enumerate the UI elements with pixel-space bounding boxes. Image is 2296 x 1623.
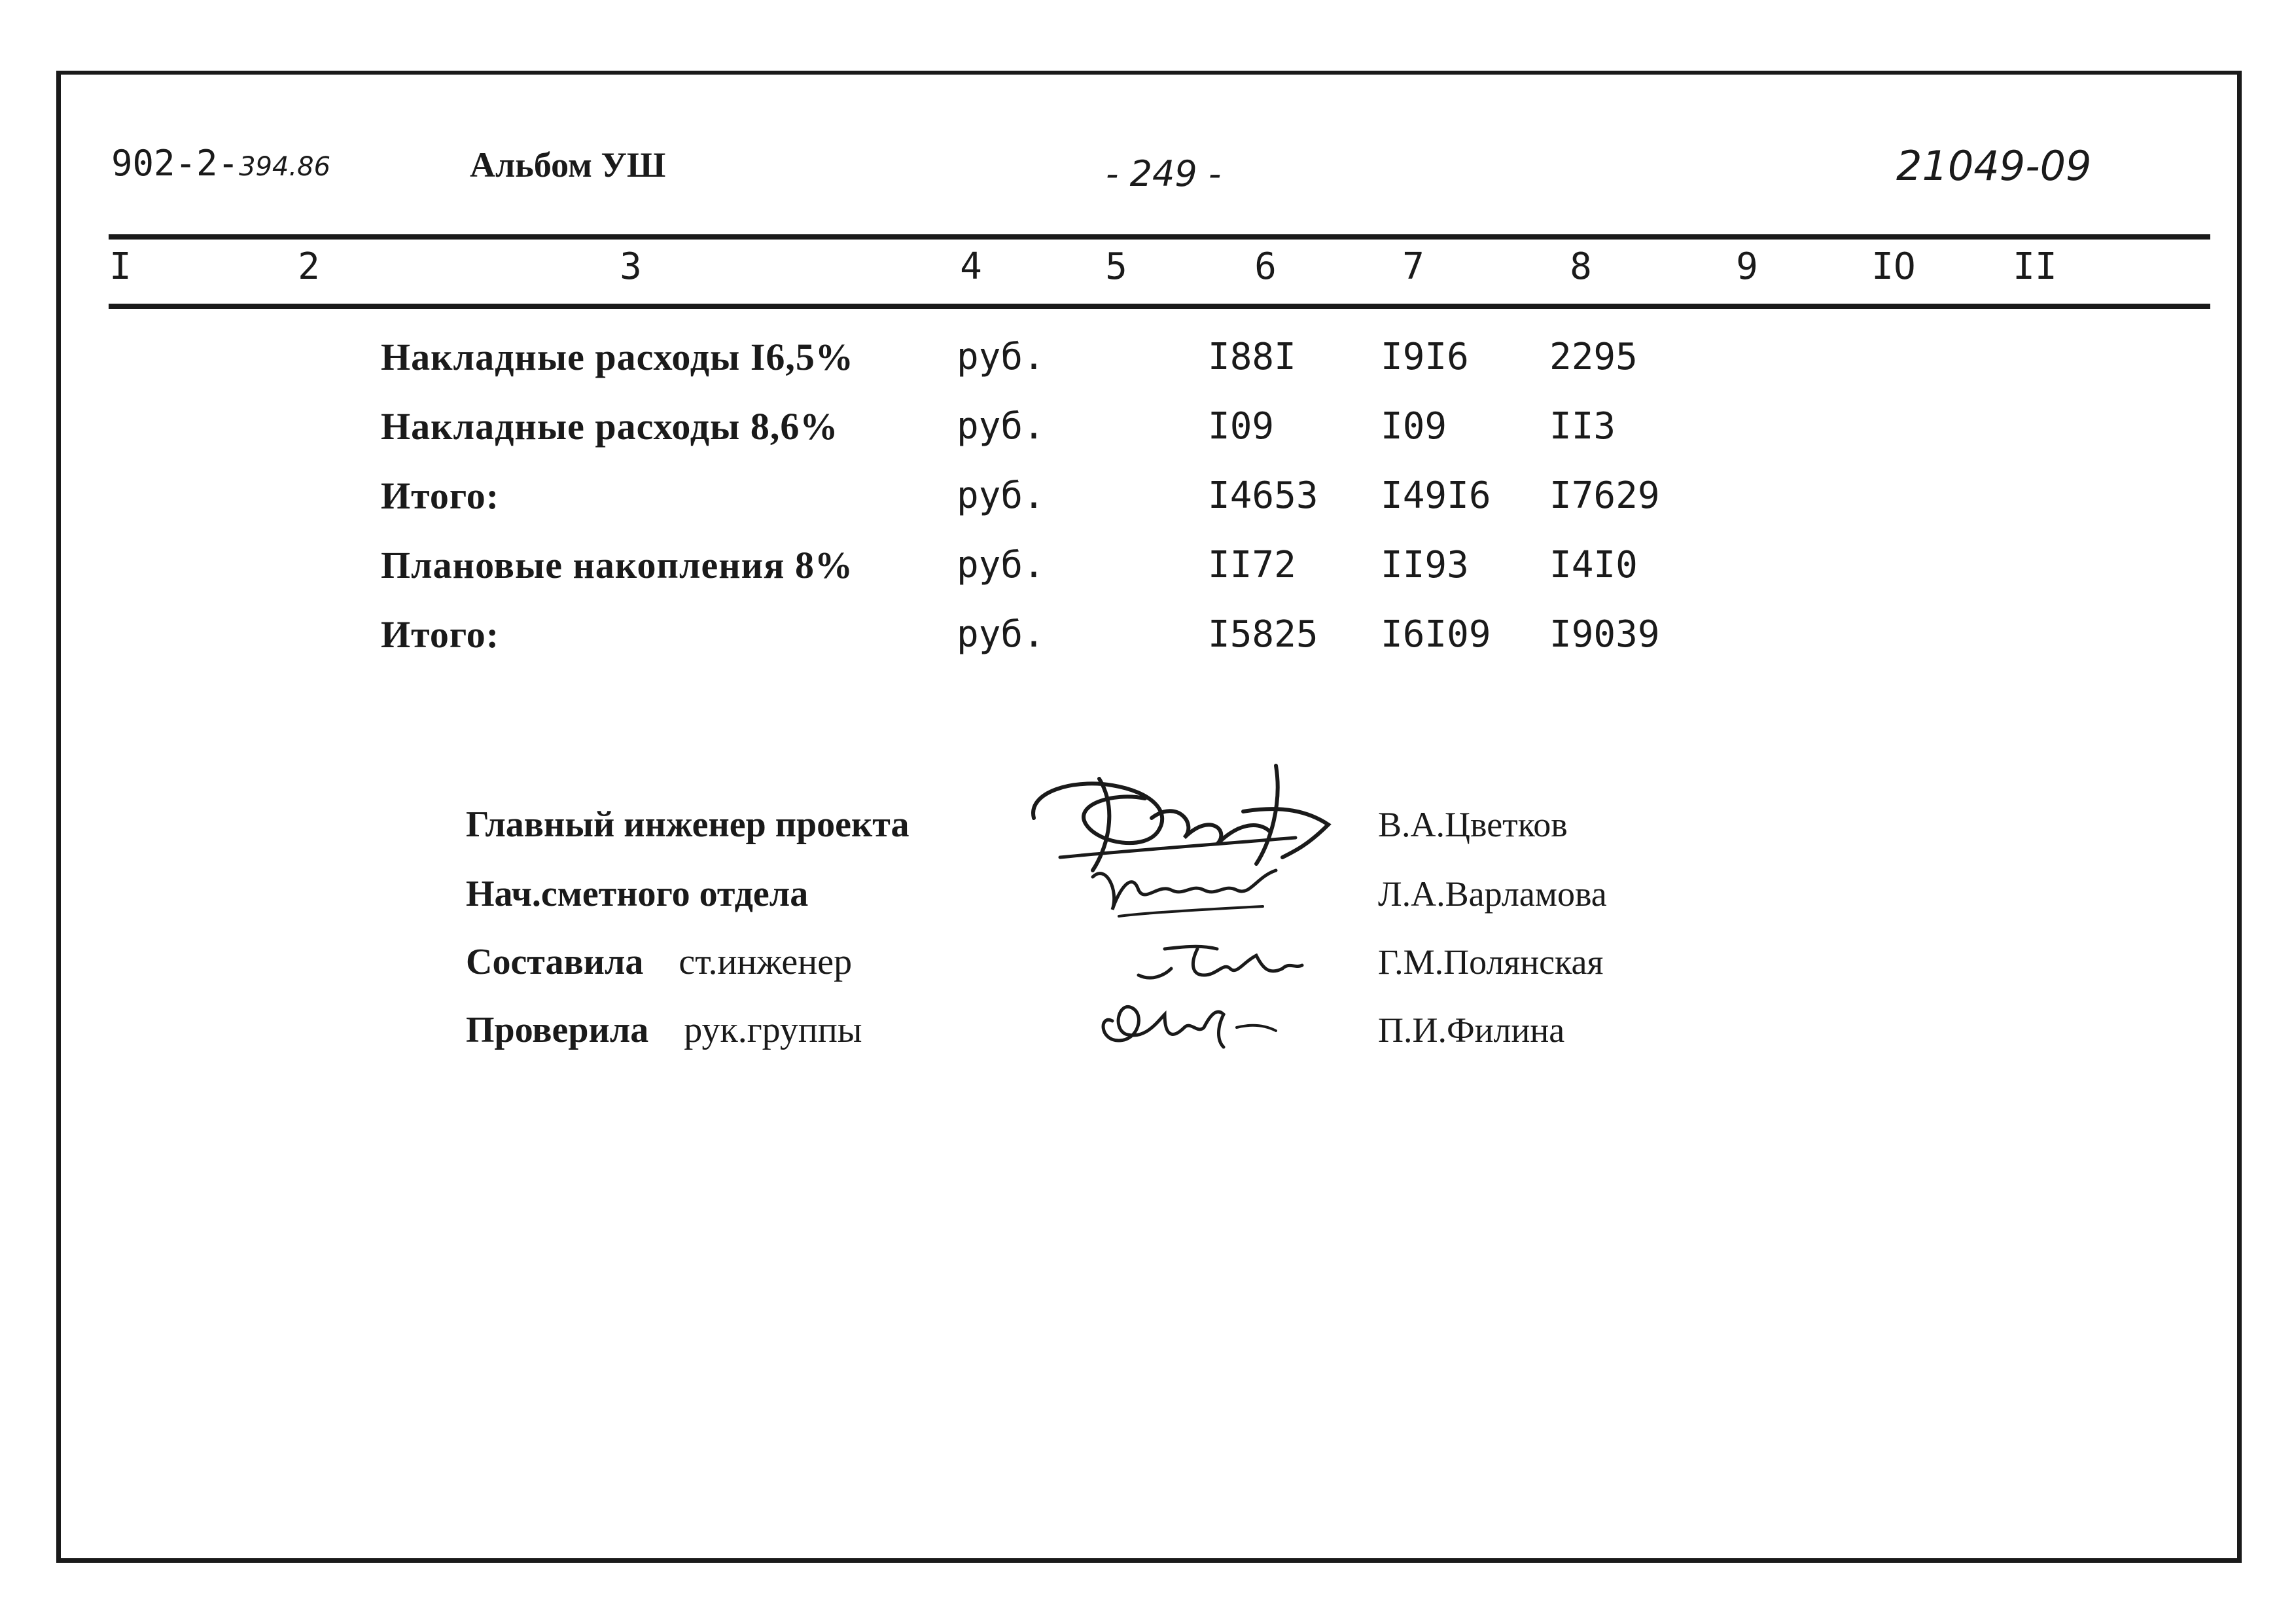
handwritten-signature-4 bbox=[1086, 988, 1296, 1060]
row-unit: руб. bbox=[957, 613, 1045, 656]
table-row bbox=[0, 476, 2296, 516]
row-name: Итого: bbox=[381, 474, 500, 517]
header-rule-bottom bbox=[109, 304, 2210, 309]
header-rule-top bbox=[109, 234, 2210, 240]
col-number-8: 8 bbox=[1570, 245, 1592, 288]
row-unit: руб. bbox=[957, 336, 1045, 378]
table-row bbox=[0, 546, 2296, 585]
row-name: Итого: bbox=[381, 613, 500, 656]
signature-title bbox=[466, 874, 808, 914]
row-unit: руб. bbox=[957, 544, 1045, 586]
col-number-7: 7 bbox=[1402, 245, 1424, 288]
signature-person: Г.М.Полянская bbox=[1378, 942, 1604, 982]
handwritten-signature-2 bbox=[1080, 851, 1302, 929]
row-value-col6: I88I bbox=[1208, 336, 1296, 378]
signature-title bbox=[466, 942, 852, 982]
signature-title-bold: Нач.сметного отдела bbox=[466, 874, 809, 914]
table-row bbox=[0, 615, 2296, 654]
col-number-11: II bbox=[2013, 245, 2057, 288]
doc-code bbox=[111, 144, 330, 187]
row-value-col6: I09 bbox=[1208, 405, 1275, 448]
signature-person: В.А.Цветков bbox=[1378, 805, 1568, 844]
col-number-5: 5 bbox=[1105, 245, 1127, 288]
signature-title-rest: ст.инженер bbox=[679, 942, 853, 982]
col-number-6: 6 bbox=[1254, 245, 1277, 288]
signature-person: П.И.Филина bbox=[1378, 1010, 1565, 1050]
table-row bbox=[0, 338, 2296, 377]
col-number-1: I bbox=[109, 245, 132, 288]
row-value-col6: I4653 bbox=[1208, 474, 1318, 517]
col-number-2: 2 bbox=[298, 245, 320, 288]
signature-person: Л.А.Варламова bbox=[1378, 874, 1607, 914]
signature-title bbox=[466, 805, 909, 844]
row-value-col7: I9I6 bbox=[1381, 336, 1469, 378]
row-value-col8: II3 bbox=[1549, 405, 1616, 448]
signature-title-bold: Проверила bbox=[466, 1010, 649, 1050]
col-number-4: 4 bbox=[960, 245, 982, 288]
table-row bbox=[0, 407, 2296, 446]
row-value-col8: I7629 bbox=[1549, 474, 1660, 517]
col-number-9: 9 bbox=[1736, 245, 1758, 288]
signature-title bbox=[466, 1010, 862, 1050]
row-name: Накладные расходы 8,6% bbox=[381, 405, 839, 448]
row-unit: руб. bbox=[957, 405, 1045, 448]
row-value-col7: I6I09 bbox=[1381, 613, 1491, 656]
album-label: Альбом УШ bbox=[470, 145, 666, 185]
col-number-10: IO bbox=[1871, 245, 1916, 288]
col-number-3: 3 bbox=[620, 245, 642, 288]
row-value-col8: I4I0 bbox=[1549, 544, 1638, 586]
row-value-col6: I5825 bbox=[1208, 613, 1318, 656]
sheet-code: 21049-09 bbox=[1896, 142, 2092, 190]
row-value-col7: I49I6 bbox=[1381, 474, 1491, 517]
doc-code-handwritten: 394.86 bbox=[239, 152, 331, 182]
row-name: Плановые накопления 8% bbox=[381, 544, 853, 586]
row-value-col7: I09 bbox=[1381, 405, 1447, 448]
row-value-col8: 2295 bbox=[1549, 336, 1638, 378]
row-unit: руб. bbox=[957, 474, 1045, 517]
row-value-col7: II93 bbox=[1381, 544, 1469, 586]
signature-title-rest: рук.группы bbox=[684, 1010, 862, 1050]
page-number: - 249 - bbox=[1106, 153, 1222, 194]
row-name: Накладные расходы I6,5% bbox=[381, 336, 854, 378]
row-value-col8: I9039 bbox=[1549, 613, 1660, 656]
signature-title-bold: Главный инженер проекта bbox=[466, 804, 910, 845]
handwritten-signature-3 bbox=[1125, 929, 1322, 995]
doc-code-prefix: 902-2- bbox=[111, 143, 239, 184]
signature-title-bold: Составила bbox=[466, 942, 644, 982]
row-value-col6: II72 bbox=[1208, 544, 1296, 586]
